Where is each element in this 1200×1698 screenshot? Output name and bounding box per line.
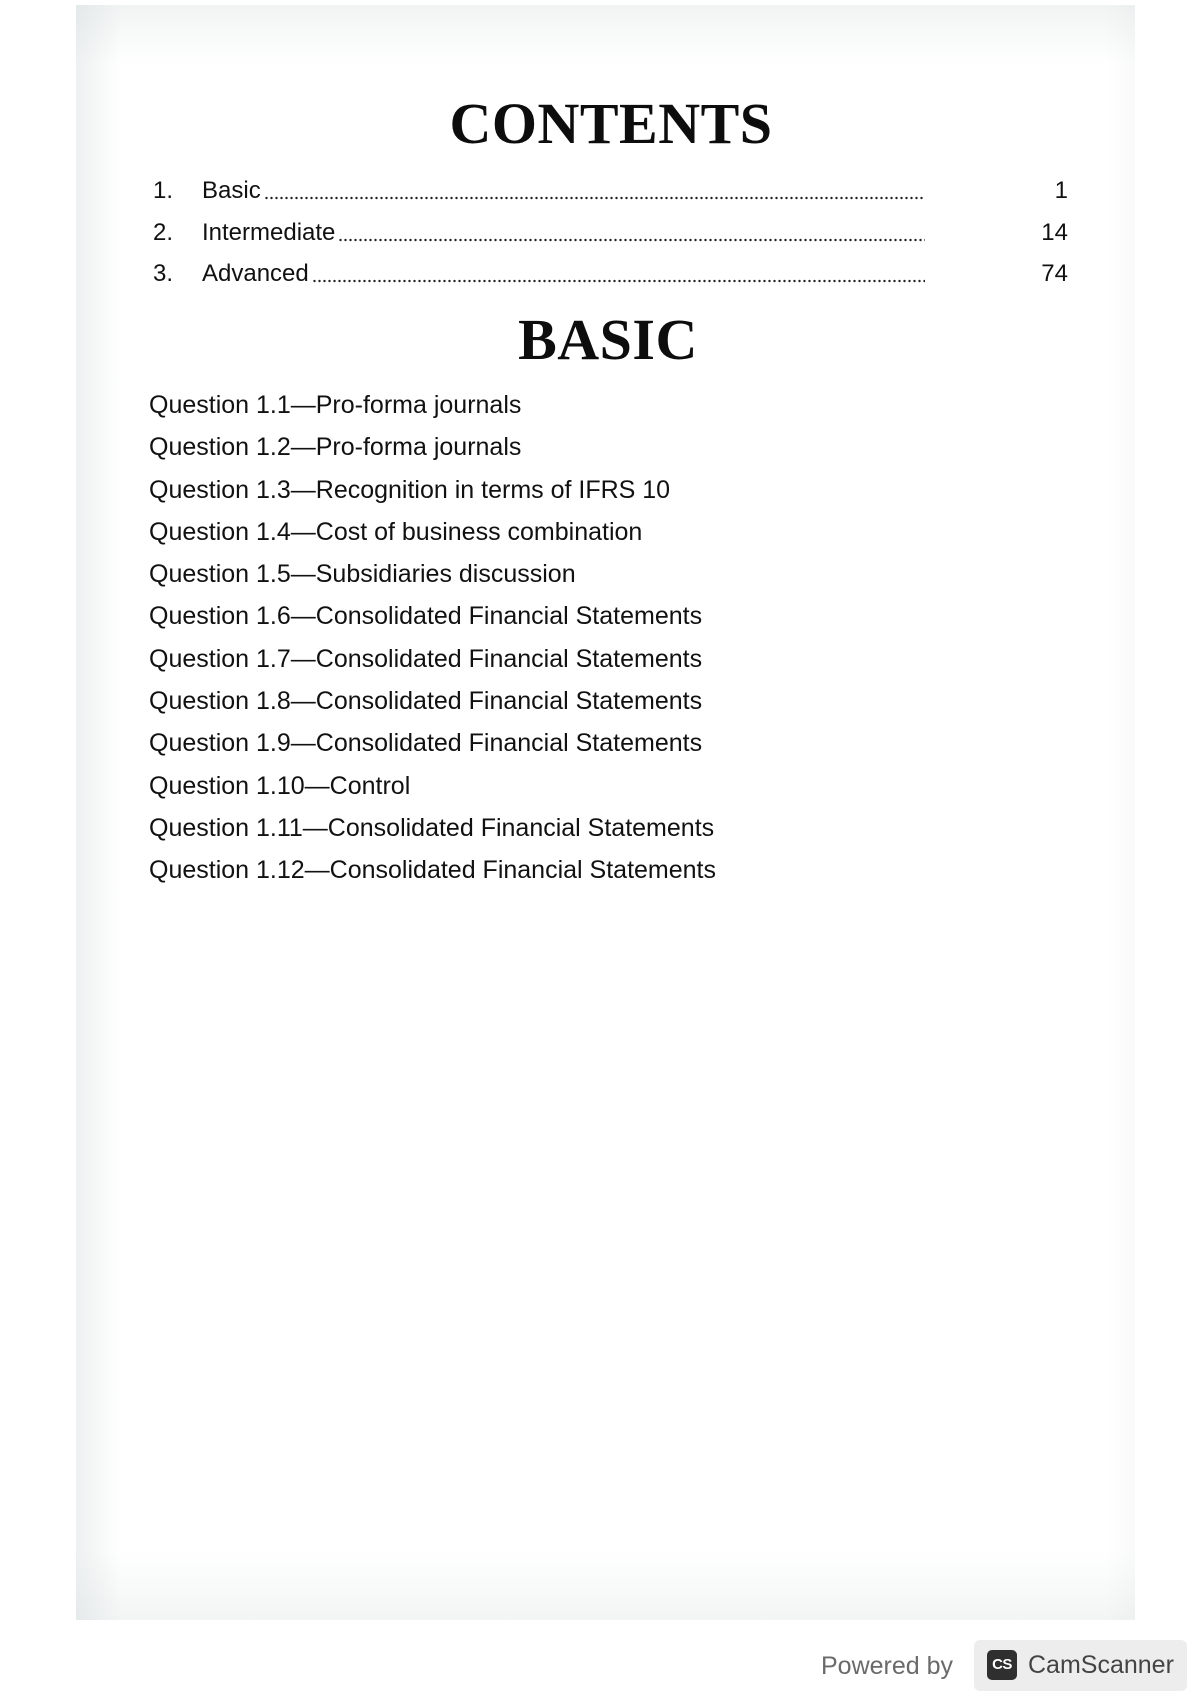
question-item: Question 1.1—Pro-forma journals bbox=[149, 391, 522, 419]
toc-entry-intermediate bbox=[153, 218, 1068, 248]
toc-entry-label: Basic bbox=[202, 177, 261, 204]
question-list bbox=[149, 384, 716, 892]
contents-heading: CONTENTS bbox=[449, 91, 773, 156]
toc-entry-label: Advanced bbox=[202, 260, 309, 287]
toc-entry-number: 1. bbox=[153, 177, 174, 204]
camscanner-logo-icon: CS bbox=[987, 1650, 1017, 1680]
question-item: Question 1.3—Recognition in terms of IFRS 10 bbox=[149, 475, 671, 504]
question-item: Question 1.2—Pro-forma journals bbox=[149, 433, 522, 462]
camscanner-brand-text: CamScanner bbox=[1028, 1651, 1174, 1679]
toc-entry-advanced bbox=[153, 259, 1068, 289]
toc-entry-page: 14 bbox=[1041, 219, 1068, 246]
question-item: Question 1.9—Consolidated Financial Statements bbox=[149, 729, 703, 758]
section-heading: BASIC bbox=[518, 307, 698, 372]
question-item: Question 1.4—Cost of business combination bbox=[149, 517, 643, 546]
toc-entry-number: 2. bbox=[153, 219, 174, 246]
question-item: Question 1.8—Consolidated Financial Statements bbox=[149, 687, 703, 716]
question-item: Question 1.6—Consolidated Financial Statements bbox=[149, 602, 703, 631]
powered-by-text: Powered by bbox=[821, 1652, 954, 1680]
toc-entry-basic bbox=[153, 176, 1068, 206]
camscanner-watermark bbox=[974, 1640, 1187, 1691]
question-item: Question 1.10—Control bbox=[149, 771, 411, 800]
toc-dot-leader bbox=[338, 238, 925, 242]
toc-dot-leader bbox=[264, 196, 925, 200]
toc-entry-page: 1 bbox=[1054, 177, 1068, 204]
question-item: Question 1.11—Consolidated Financial Statements bbox=[149, 813, 715, 842]
question-item: Question 1.5—Subsidiaries discussion bbox=[149, 560, 576, 589]
question-item: Question 1.12—Consolidated Financial Statements bbox=[149, 856, 716, 885]
toc-entry-label: Intermediate bbox=[202, 219, 336, 246]
toc-entry-page: 74 bbox=[1041, 260, 1068, 287]
question-item: Question 1.7—Consolidated Financial Statements bbox=[149, 644, 703, 673]
toc-entry-number: 3. bbox=[153, 260, 174, 287]
toc-dot-leader bbox=[312, 279, 925, 283]
